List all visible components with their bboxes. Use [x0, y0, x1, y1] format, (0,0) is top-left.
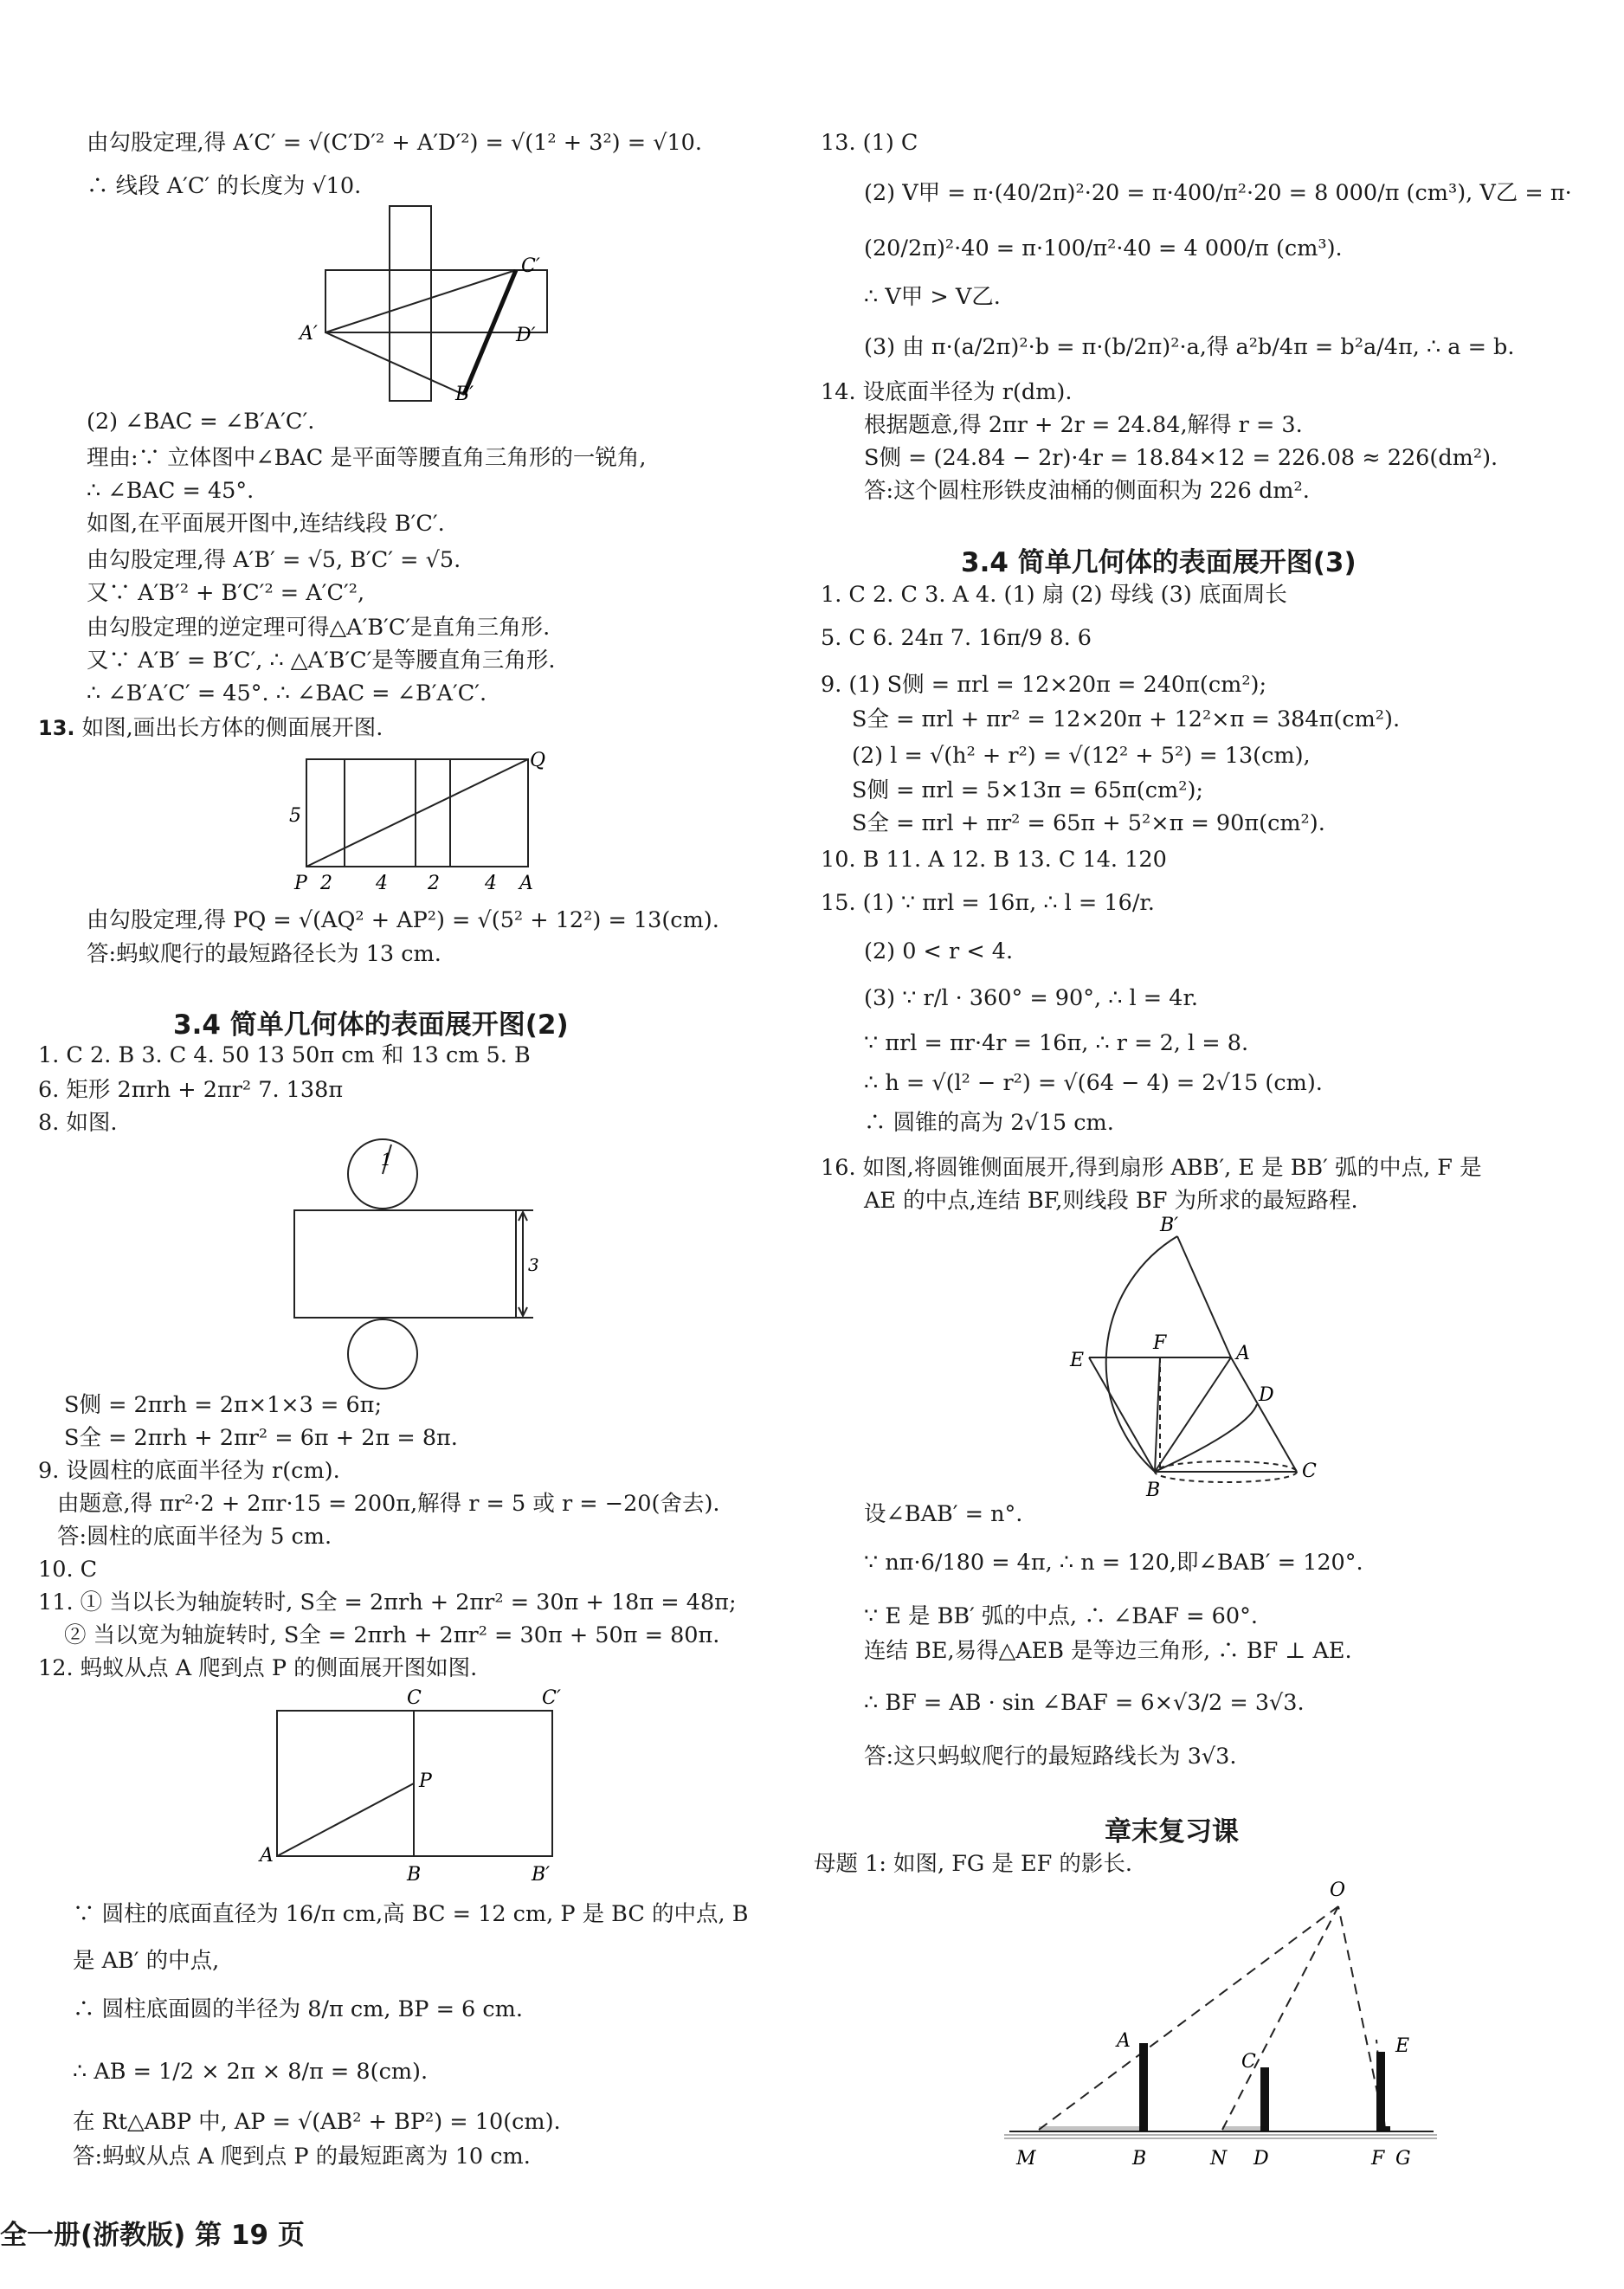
label-2b: 2 — [428, 873, 440, 894]
left-line: 由勾股定理的逆定理可得△A′B′C′是直角三角形. — [87, 615, 551, 641]
right-line: (3) 由 π·(a/2π)²·b = π·(b/2π)²·a,得 a²b/4π = b²a/4π, ∴ a = b. — [864, 334, 1515, 360]
label-C-prime: C′ — [542, 1687, 561, 1709]
label-M: M — [1016, 2148, 1036, 2170]
label-O: O — [1330, 1880, 1346, 1901]
answer-row: 10. B 11. A 12. B 13. C 14. 120 — [821, 847, 1167, 873]
right-line: ∴ h = √(l² − r²) = √(64 − 4) = 2√15 (cm). — [864, 1070, 1323, 1096]
right-line: 母题 1: 如图, FG 是 EF 的影长. — [814, 1851, 1133, 1877]
label-D-prime: D′ — [516, 325, 536, 346]
left-line: S全 = 2πrh + 2πr² = 6π + 2π = 8π. — [64, 1425, 458, 1451]
right-line: (20/2π)²·40 = π·100/π²·40 = 4 000/π (cm³). — [864, 235, 1343, 261]
label-Q: Q — [530, 750, 546, 771]
label-B-prime: B′ — [532, 1864, 551, 1886]
label-C-prime: C′ — [521, 255, 540, 277]
label-E: E — [1070, 1350, 1085, 1371]
label-B: B — [1146, 1480, 1161, 1501]
right-line: ∴ BF = AB · sin ∠BAF = 6×√3/2 = 3√3. — [864, 1690, 1305, 1716]
right-line: (2) l = √(h² + r²) = √(12² + 5²) = 13(cm), — [852, 743, 1311, 769]
left-line: 又∵ A′B′ = B′C′, ∴ △A′B′C′是等腰直角三角形. — [87, 648, 556, 674]
left-line: 由勾股定理,得 A′C′ = √(C′D′² + A′D′²) = √(1² + 3²) = √10. — [87, 130, 703, 156]
answer-row: 1. C 2. B 3. C 4. 50 13 50π cm 和 13 cm 5. B — [38, 1042, 531, 1068]
left-line: ∵ 圆柱的底面直径为 16/π cm,高 BC = 12 cm, P 是 BC 的中点, B — [73, 1901, 749, 1927]
left-line: ∴ AB = 1/2 × 2π × 8/π = 8(cm). — [73, 2059, 429, 2085]
right-line: 15. (1) ∵ πrl = 16π, ∴ l = 16/r. — [821, 890, 1155, 916]
label-C: C — [407, 1687, 422, 1709]
right-line: ∵ E 是 BB′ 弧的中点, ∴ ∠BAF = 60°. — [864, 1603, 1258, 1629]
left-line: 在 Rt△ABP 中, AP = √(AB² + BP²) = 10(cm). — [73, 2109, 561, 2135]
right-line: 答:这个圆柱形铁皮油桶的侧面积为 226 dm². — [864, 478, 1310, 504]
label-5: 5 — [289, 805, 301, 827]
left-line: 由勾股定理,得 PQ = √(AQ² + AP²) = √(5² + 12²) = 13(cm). — [87, 907, 719, 933]
label-F: F — [1371, 2148, 1385, 2170]
right-line: (2) 0 < r < 4. — [864, 938, 1014, 964]
label-2a: 2 — [320, 873, 332, 894]
left-line: 8. 如图. — [38, 1110, 118, 1136]
left-line: (2) ∠BAC = ∠B′A′C′. — [87, 409, 315, 435]
label-C: C — [1241, 2051, 1256, 2073]
cube-net-figure — [294, 199, 580, 416]
right-line: ∴ V甲 > V乙. — [864, 284, 1001, 310]
right-line: S侧 = (24.84 − 2r)·4r = 18.84×12 = 226.08 ≈ 226(dm²). — [864, 445, 1498, 471]
left-line: 答:圆柱的底面半径为 5 cm. — [57, 1524, 332, 1550]
section-title: 3.4 简单几何体的表面展开图(2) — [173, 1009, 569, 1041]
right-line: ∵ nπ·6/180 = 4π, ∴ n = 120,即∠BAB′ = 120°. — [864, 1550, 1363, 1576]
left-line: 是 AB′ 的中点, — [73, 1948, 220, 1974]
right-line: S全 = πrl + πr² = 12×20π + 12²×π = 384π(cm²). — [852, 706, 1401, 732]
right-line: 连结 BE,易得△AEB 是等边三角形, ∴ BF ⊥ AE. — [864, 1638, 1352, 1664]
section-title: 3.4 简单几何体的表面展开图(3) — [961, 547, 1357, 578]
label-1: 1 — [381, 1149, 392, 1170]
label-D: D — [1253, 2148, 1269, 2170]
right-line: 14. 设底面半径为 r(dm). — [821, 379, 1073, 405]
left-line: 12. 蚂蚁从点 A 爬到点 P 的侧面展开图如图. — [38, 1655, 478, 1681]
answer-row: 6. 矩形 2πrh + 2πr² 7. 138π — [38, 1077, 344, 1103]
label-P: P — [419, 1770, 432, 1792]
left-line: 11. ① 当以长为轴旋转时, S全 = 2πrh + 2πr² = 30π + 18π = 48π; — [38, 1589, 737, 1615]
right-line: S侧 = πrl = 5×13π = 65π(cm²); — [852, 777, 1203, 803]
cuboid-side-figure — [286, 740, 554, 896]
label-4a: 4 — [376, 873, 388, 894]
cone-sector-figure — [1067, 1212, 1326, 1506]
right-line: 答:这只蚂蚁爬行的最短路线长为 3√3. — [864, 1744, 1237, 1770]
left-line: ∴ ∠B′A′C′ = 45°. ∴ ∠BAC = ∠B′A′C′. — [87, 680, 487, 706]
right-line: 13. (1) C — [821, 130, 918, 156]
left-line: S侧 = 2πrh = 2π×1×3 = 6π; — [64, 1392, 383, 1418]
answer-row: 5. C 6. 24π 7. 16π/9 8. 6 — [821, 625, 1092, 651]
left-line: 又∵ A′B′² + B′C′² = A′C′², — [87, 580, 365, 606]
cylinder-net-figure — [286, 1136, 545, 1396]
right-line: 设∠BAB′ = n°. — [864, 1501, 1023, 1527]
label-C: C — [1302, 1460, 1317, 1482]
label-4b: 4 — [485, 873, 497, 894]
left-line: 答:蚂蚁从点 A 爬到点 P 的最短距离为 10 cm. — [73, 2144, 531, 2170]
right-line: 根据题意,得 2πr + 2r = 24.84,解得 r = 3. — [864, 412, 1303, 438]
label-B-prime: B′ — [455, 384, 474, 405]
right-line: (2) V甲 = π·(40/2π)²·20 = π·400/π²·20 = 8 000/π (cm³), V乙 = π· — [864, 180, 1572, 206]
right-line: S全 = πrl + πr² = 65π + 5²×π = 90π(cm²). — [852, 810, 1325, 836]
label-G: G — [1395, 2148, 1411, 2170]
right-line: 16. 如图,将圆锥侧面展开,得到扇形 ABB′, E 是 BB′ 弧的中点, F 是 — [821, 1155, 1482, 1181]
answer-row: 1. C 2. C 3. A 4. (1) 扇 (2) 母线 (3) 底面周长 — [821, 582, 1287, 608]
left-line: 10. C — [38, 1557, 98, 1583]
label-F: F — [1153, 1332, 1167, 1354]
question-text: 如图,画出长方体的侧面展开图. — [81, 715, 383, 741]
left-line: 由题意,得 πr²·2 + 2πr·15 = 200π,解得 r = 5 或 r = −20(舍去). — [57, 1491, 720, 1517]
label-B: B — [407, 1864, 422, 1886]
label-A-prime: A′ — [300, 323, 318, 345]
label-N: N — [1210, 2148, 1228, 2170]
left-line: 答:蚂蚁爬行的最短路径长为 13 cm. — [87, 941, 441, 967]
label-B: B — [1132, 2148, 1147, 2170]
right-line: ∴ 圆锥的高为 2√15 cm. — [864, 1110, 1114, 1136]
left-line: ∴ 线段 A′C′ 的长度为 √10. — [87, 173, 362, 199]
left-line: 如图,在平面展开图中,连结线段 B′C′. — [87, 511, 445, 537]
right-line: AE 的中点,连结 BF,则线段 BF 为所求的最短路程. — [864, 1188, 1358, 1214]
section-title: 章末复习课 — [1105, 1816, 1239, 1847]
right-line: (3) ∵ r/l · 360° = 90°, ∴ l = 4r. — [864, 985, 1198, 1011]
cylinder-side-figure — [251, 1685, 580, 1892]
left-line: 理由:∵ 立体图中∠BAC 是平面等腰直角三角形的一锐角, — [87, 445, 647, 471]
label-D: D — [1259, 1384, 1274, 1406]
question-number: 13. — [38, 716, 75, 740]
left-line: ∴ ∠BAC = 45°. — [87, 478, 255, 504]
left-line: 9. 设圆柱的底面半径为 r(cm). — [38, 1458, 340, 1484]
right-line: ∵ πrl = πr·4r = 16π, ∴ r = 2, l = 8. — [864, 1030, 1249, 1056]
label-A: A — [519, 873, 533, 894]
left-line: ∴ 圆柱底面圆的半径为 8/π cm, BP = 6 cm. — [73, 1996, 523, 2022]
shadow-diagram-figure — [1004, 1870, 1446, 2182]
question-13 — [38, 713, 383, 743]
left-line: 由勾股定理,得 A′B′ = √5, B′C′ = √5. — [87, 547, 461, 573]
label-A: A — [260, 1845, 274, 1867]
label-3: 3 — [528, 1254, 539, 1275]
page-footer: 全一册(浙教版) 第 19 页 — [0, 2220, 305, 2251]
label-A: A — [1117, 2030, 1131, 2052]
right-line: 9. (1) S侧 = πrl = 12×20π = 240π(cm²); — [821, 672, 1267, 698]
label-P: P — [294, 873, 307, 894]
left-line: ② 当以宽为轴旋转时, S全 = 2πrh + 2πr² = 30π + 50π = 80π. — [64, 1622, 720, 1648]
label-A: A — [1236, 1343, 1250, 1364]
label-B-prime: B′ — [1160, 1215, 1179, 1236]
label-E: E — [1395, 2035, 1410, 2057]
